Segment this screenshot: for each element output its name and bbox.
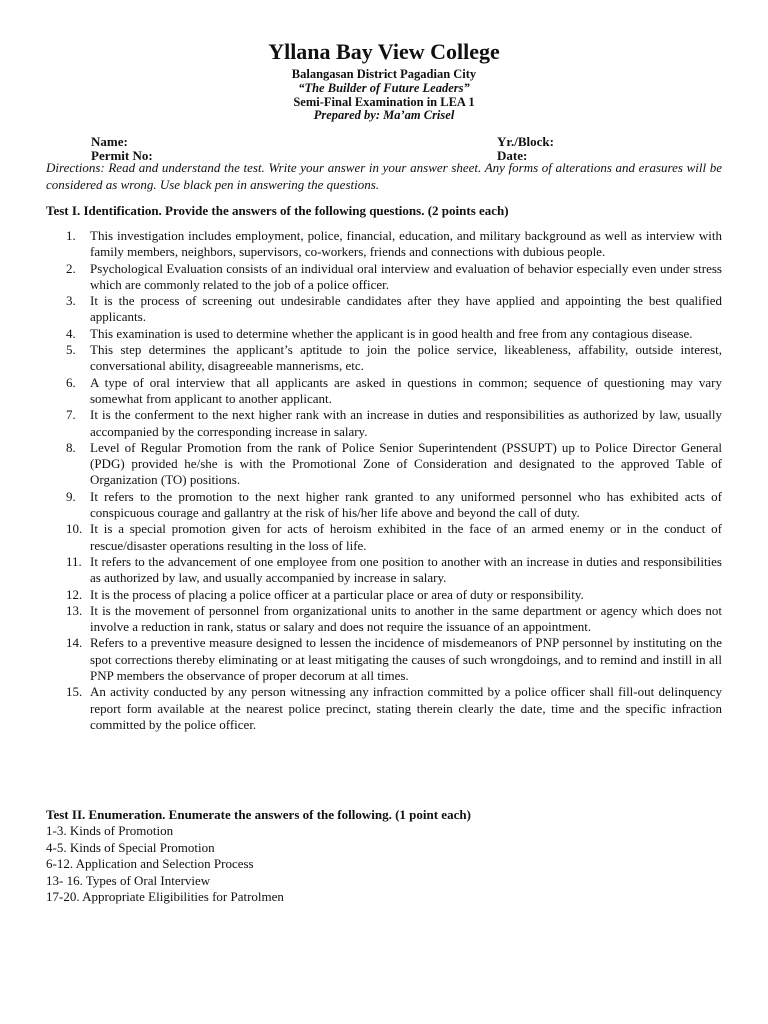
question-item bbox=[46, 293, 722, 326]
enumeration-list bbox=[46, 823, 722, 906]
question-number: 12. bbox=[66, 586, 83, 602]
question-text: It refers to the advancement of one employee from one position to another with an increase in duties and responsibilities as authorized by law, and usually accompanied by increase in salary. bbox=[90, 553, 722, 586]
question-number: 8. bbox=[66, 439, 76, 455]
prepared-by: Prepared by: Ma’am Crisel bbox=[313, 108, 455, 122]
question-item bbox=[46, 261, 722, 294]
question-text: This step determines the applicant’s aptitude to join the police service, likeableness, affability, outside interest, conversational ability, disagreeable mannerisms, etc. bbox=[90, 342, 722, 374]
college-district: Balangasan District Pagadian City bbox=[291, 67, 477, 81]
name-field-label: Name: bbox=[91, 134, 128, 149]
question-item bbox=[46, 440, 722, 489]
question-item bbox=[46, 554, 722, 587]
question-number: 14. bbox=[66, 635, 83, 651]
question-text: It is the process of placing a police officer at a particular place or area of duty or responsibility. bbox=[90, 586, 584, 602]
question-item bbox=[46, 326, 722, 342]
question-item bbox=[46, 228, 722, 261]
question-item bbox=[46, 635, 722, 684]
enumeration-item: 17-20. Appropriate Eligibilities for Patrolmen bbox=[46, 889, 284, 904]
question-number: 4. bbox=[66, 325, 76, 341]
question-number: 6. bbox=[66, 374, 76, 390]
enumeration-item: 6-12. Application and Selection Process bbox=[46, 856, 254, 871]
question-number: 15. bbox=[66, 684, 83, 700]
question-number: 1. bbox=[66, 228, 76, 243]
question-number: 10. bbox=[66, 521, 83, 537]
question-number: 3. bbox=[66, 293, 76, 309]
exam-title: Semi-Final Examination in LEA 1 bbox=[293, 95, 475, 109]
question-text: Level of Regular Promotion from the rank of Police Senior Superintendent (PSSUPT) up to Police Director General (PDG) provided he/she is with the Promotional Zone of Consideration and designated to the approved Table of Organization (TO) positions. bbox=[90, 439, 722, 488]
college-motto: “The Builder of Future Leaders” bbox=[298, 81, 470, 95]
question-number: 5. bbox=[66, 342, 76, 358]
question-text: This investigation includes employment, police, financial, education, and military background as well as interview with family members, neighbors, supervisors, co-workers, friends and connections with dubious people. bbox=[90, 228, 722, 260]
question-number: 11. bbox=[66, 553, 82, 569]
question-text: This examination is used to determine whether the applicant is in good health and free from any contagious disease. bbox=[90, 325, 693, 341]
question-item bbox=[46, 603, 722, 636]
question-text: Psychological Evaluation consists of an individual oral interview and evaluation of behavior especially even under stress which are commonly related to the job of a police officer. bbox=[90, 260, 722, 292]
question-text: A type of oral interview that all applicants are asked in questions in common; sequence of questioning may vary somewhat from applicant to another applicant. bbox=[90, 374, 722, 406]
question-item bbox=[46, 684, 722, 733]
question-text: An activity conducted by any person witnessing any infraction committed by a police officer shall fill-out delinquency report form available at the nearest police precinct, stating therein clearly the date, time and the specific infraction committed by the police officer. bbox=[90, 684, 722, 732]
question-text: It is the conferment to the next higher rank with an increase in duties and responsibilities as authorized by law, usually accompanied by the corresponding increase in salary. bbox=[90, 407, 722, 439]
question-text: It refers to the promotion to the next higher rank granted to any uniformed personnel who has exhibited acts of conspicuous courage and gallantry at the risk of his/her life above and beyond the call of duty. bbox=[90, 488, 722, 521]
directions-text: Directions: Read and understand the test. Write your answer in your answer sheet. Any forms of alterations and erasures will be considered as wrong. Use black pen in answering the questions. bbox=[46, 160, 722, 192]
question-item bbox=[46, 521, 722, 554]
question-text: It is the process of screening out undesirable candidates after they have applied and appointing the best qualified applicants. bbox=[90, 293, 722, 325]
enumeration-item: 13- 16. Types of Oral Interview bbox=[46, 872, 211, 888]
question-item bbox=[46, 375, 722, 408]
question-number: 9. bbox=[66, 488, 76, 504]
identification-question-list bbox=[46, 228, 722, 733]
date-field-label: Date: bbox=[497, 148, 528, 163]
yrblock-field-label: Yr./Block: bbox=[497, 134, 554, 149]
question-text: Refers to a preventive measure designed to lessen the incidence of misdemeanors of PNP personnel by instituting on the spot corrections thereby eliminating or at least mitigating the causes of such wrongdoings, and to remind and instill in all PNP members the observance of proper decorum at all times. bbox=[90, 635, 722, 684]
question-item bbox=[46, 489, 722, 522]
question-number: 7. bbox=[66, 407, 76, 423]
question-text: It is a special promotion given for acts of heroism exhibited in the face of an armed enemy or in the conduct of rescue/disaster operations resulting in the loss of life. bbox=[90, 521, 722, 553]
question-item bbox=[46, 407, 722, 440]
permit-field-label: Permit No: bbox=[91, 148, 153, 163]
question-number: 13. bbox=[66, 602, 83, 618]
enumeration-item: 4-5. Kinds of Special Promotion bbox=[46, 839, 215, 855]
college-name: Yllana Bay View College bbox=[268, 39, 500, 64]
question-number: 2. bbox=[66, 260, 76, 276]
test1-heading: Test I. Identification. Provide the answers of the following questions. (2 points each) bbox=[46, 203, 509, 218]
question-item bbox=[46, 342, 722, 375]
question-text: It is the movement of personnel from organizational units to another in the same department or agency which does not involve a reduction in rank, status or salary and does not require the issuance of an appointment. bbox=[90, 602, 722, 635]
enumeration-item: 1-3. Kinds of Promotion bbox=[46, 823, 174, 838]
question-item bbox=[46, 587, 722, 603]
test2-heading: Test II. Enumeration. Enumerate the answers of the following. (1 point each) bbox=[46, 807, 471, 822]
